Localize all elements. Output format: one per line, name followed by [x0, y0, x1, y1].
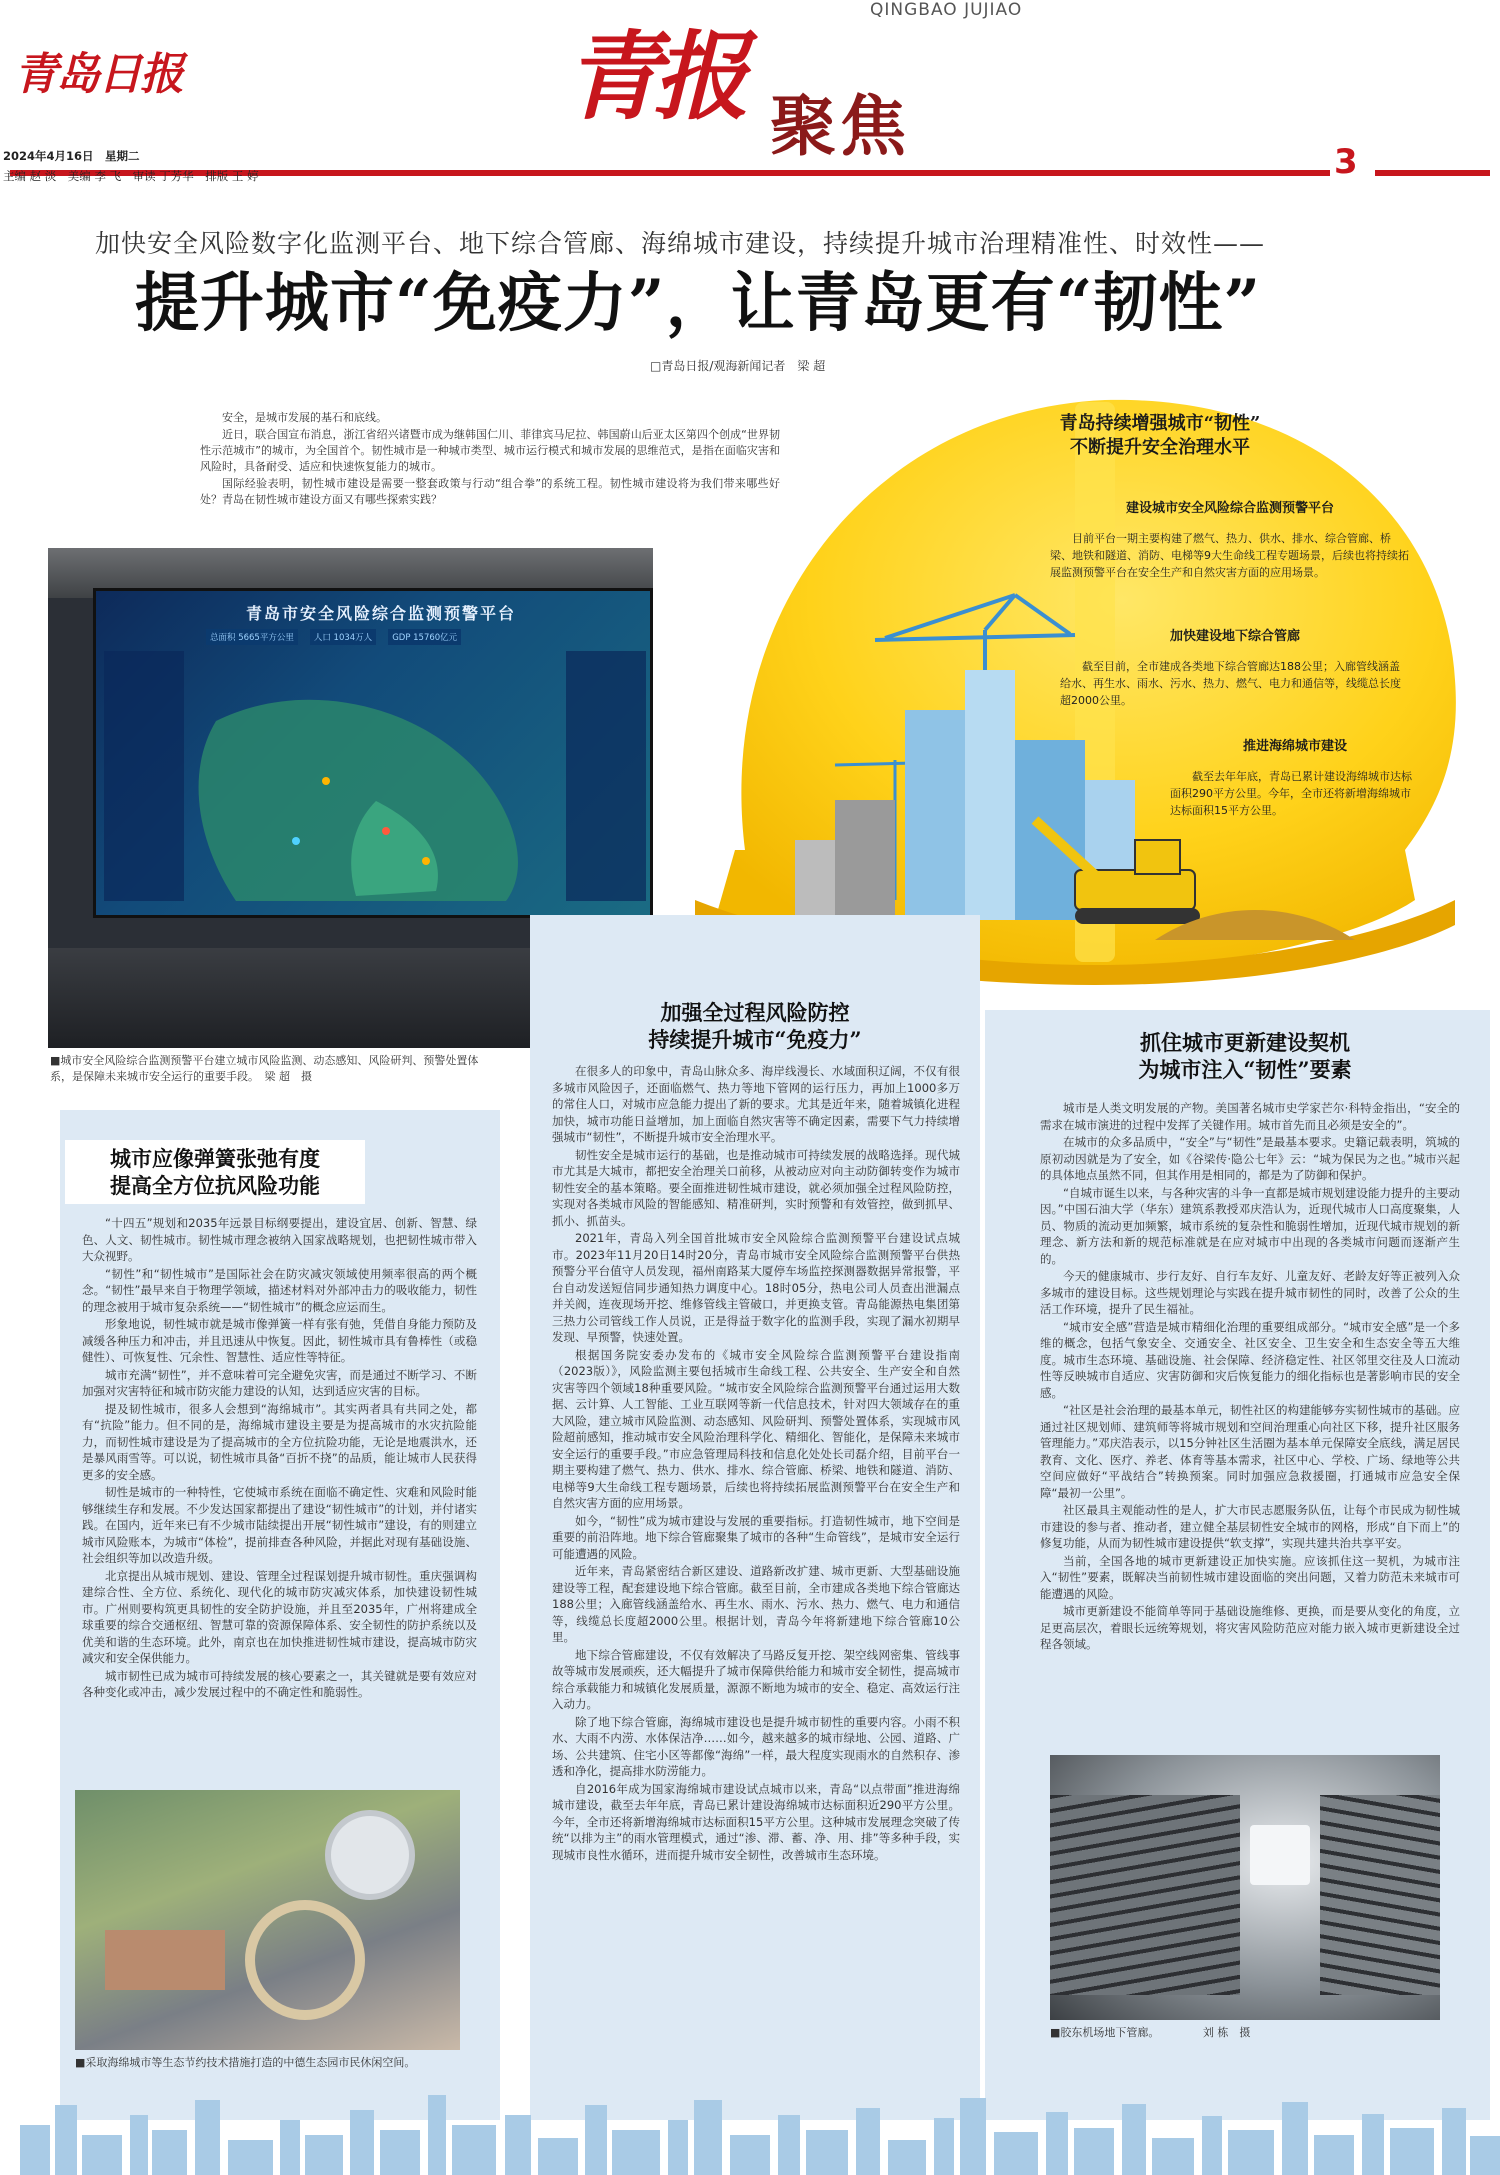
helmet-item-heading: 推进海绵城市建设	[1242, 739, 1347, 754]
helmet-item-text: 截至去年年底，青岛已累计建设海绵城市达标面积290平方公里。今年，全市还将新增海绵城市达标面积15平方公里。	[1170, 770, 1412, 817]
helmet-item-1	[1050, 497, 1410, 581]
col1-heading: 城市应像弹簧张弛有度 提高全方位抗风险功能	[110, 1146, 320, 1198]
col2-para: 除了地下综合管廊，海绵城市建设也是提升城市韧性的重要内容。小雨不积水、大雨不内涝、水体保洁净……如今，越来越多的城市绿地、公园、道路、广场、公共建筑、住宅小区等都像“海绵”一样，最大程度实现雨水的自然积存、渗透和净化，提高排水防涝能力。	[552, 1714, 960, 1778]
col1-para: 城市充满“韧性”，并不意味着可完全避免灾害，而是通过不断学习、不断加强对灾害特征和城市防灾能力建设的认知，达到适应灾害的目标。	[82, 1367, 477, 1398]
lead-para-3: 国际经验表明，韧性城市建设是需要一整套政策与行动“组合拳”的系统工程。韧性城市建设将为我们带来哪些好处？青岛在韧性城市建设方面又有哪些探索实践？	[200, 477, 780, 506]
staff-credits: 主编 赵 淡 美编 李 飞 审读 丁芳华 排版 王 婷	[3, 169, 259, 183]
screen-panel-right	[566, 651, 646, 901]
page-number: 3	[1334, 142, 1358, 182]
col3-body	[1040, 1100, 1460, 1654]
col2-heading-box	[555, 995, 955, 1057]
utility-tunnel-photo	[1050, 1755, 1440, 2020]
screen-stat: GDP 15760亿元	[388, 629, 461, 645]
col1-para: 城市韧性已成为城市可持续发展的核心要素之一，其关键就是要有效应对各种变化或冲击，减少发展过程中的不确定性和脆弱性。	[82, 1668, 477, 1699]
col1-para: 提及韧性城市，很多人会想到“海绵城市”。其实两者具有共同之处，都有“抗险”能力。但不同的是，海绵城市建设主要是为提高城市的水灾抗险能力，而韧性城市建设是为了提高城市的全方位抗险功能，无论是地震洪水，还是暴风雨雪等。可以说，韧性城市具备“百折不挠”的品质，能让城市人民获得更多的安全感。	[82, 1401, 477, 1482]
col3-para: “城市安全感”营造是城市精细化治理的重要组成部分。“城市安全感”是一个多维的概念，包括气象安全、交通安全、社区安全、卫生安全和生态安全等五大维度。城市生态环境、基础设施、社会保障、经济稳定性、社区邻里交往及人口流动性等反映城市自适应、灾害防御和灾后恢复能力的细化指标也是著影响市民的安全感。	[1040, 1319, 1460, 1400]
screen-stat: 总面积 5665平方公里	[206, 629, 298, 645]
col2-para: 2021年，青岛入列全国首批城市安全风险综合监测预警平台建设试点城市。2023年11月20日14时20分，青岛市城市安全风险综合监测预警平台供热预警分平台值守人员发现，福州南路某大厦停车场监控探测器数据异常报警，平台自动发送短信同步通知热力调度中心。18时05分，热电公司人员查出泄漏点并关阀，连夜现场开挖、维修管线主管破口，并更换支管。青岛能源热电集团第三热力公司管线工作人员说，正是得益于数字化的监测手段，实现了漏水初期早发现、早预警，快速处置。	[552, 1231, 960, 1344]
helmet-item-text: 截至目前，全市建成各类地下综合管廊达188公里；入廊管线涵盖给水、再生水、雨水、污水、热力、燃气、电力和通信等，线缆总长度超2000公里。	[1060, 660, 1401, 707]
col1-para: “韧性”和“韧性城市”是国际社会在防灾减灾领域使用频率很高的两个概念。“韧性”最早来自于物理学领域，描述材料对外部冲击力的吸收能力，韧性的理念被用于城市复杂系统——“韧性城市”的概念应运而生。	[82, 1266, 477, 1314]
col3-para: 在城市的众多品质中，“安全”与“韧性”是最基本要求。史籍记载表明，筑城的原初动因就是为了安全，如《谷梁传·隐公七年》云：“城为保民为之也。”城市兴起的具体地点虽然不同，但其作用是相同的，都是为了防御和保护。	[1040, 1135, 1460, 1182]
screen-map	[176, 661, 556, 911]
screen-title: 青岛市安全风险综合监测预警平台	[246, 604, 517, 623]
col3-para: “社区是社会治理的最基本单元，韧性社区的构建能够夯实韧性城市的基础。应通过社区规划师、建筑师等将城市规划和空间治理重心向社区下移，提升社区服务管理能力。”邓庆浩表示，以15分钟社区生活圈为基本单元保障安全底线，满足居民教育、文化、医疗、养老、体育等基本需求，社区中心、学校、广场、绿地等公共空间应做好“平战结合”转换预案。同时加强应急救援圈，打通城市应急安全保障“最初一公里”。	[1040, 1403, 1460, 1500]
col2-para: 自2016年成为国家海绵城市建设试点城市以来，青岛“以点带面”推进海绵城市建设，截至去年年底，青岛已累计建设海绵城市达标面积近290平方公里。今年，全市还将新增海绵城市达标面积15平方公里。这种城市发展理念突破了传统“以排为主”的雨水管理模式，通过“渗、滞、蓄、净、用、排”等多种手段，实现城市良性水循环，进而提升城市安全韧性，改善城市生态环境。	[552, 1781, 960, 1862]
tunnel-vanishing	[1250, 1825, 1310, 1885]
building	[105, 1930, 225, 1990]
building	[325, 1810, 415, 1900]
col2-para: 如今，“韧性”成为城市建设与发展的重要指标。打造韧性城市，地下空间是重要的前沿阵地。地下综合管廊聚集了城市的各种“生命管线”，是城市安全运行可能遭遇的风险。	[552, 1513, 960, 1561]
col3-heading: 抓住城市更新建设契机 为城市注入“韧性”要素	[1138, 1030, 1352, 1082]
screen-stat: 人口 1034万人	[310, 629, 376, 645]
helmet-title: 青岛持续增强城市“韧性” 不断提升安全治理水平	[1059, 413, 1261, 458]
edition-label: QINGBAO JUJIAO	[870, 0, 1023, 20]
col1-para: 形象地说，韧性城市就是城市像弹簧一样有张有弛，凭借自身能力预防及减缓各种压力和冲击，并且迅速从中恢复。因此，韧性城市具有鲁棒性（或稳健性）、可恢复性、冗余性、智慧性、适应性等特征。	[82, 1317, 477, 1364]
col3-para: 城市更新建设不能简单等同于基础设施维修、更换，而是要从变化的角度，立足更高层次，着眼长远统筹规划，将灾害风险防范应对能力嵌入城市更新建设全过程各领域。	[1040, 1604, 1460, 1651]
col3-para: “自城市诞生以来，与各种灾害的斗争一直都是城市规划建设能力提升的主要动因。”中国石油大学（华东）建筑系教授邓庆浩认为，近现代城市人口高度聚集，人员、物质的流动更加频繁，城市系统的复杂性和脆弱性增加，近现代城市规划的新理念、新方法和新的规范标准就是在应对城市中出现的各类城市问题而逐渐产生的。	[1040, 1185, 1460, 1266]
video-wall	[93, 588, 653, 918]
helmet-item-text: 目前平台一期主要构建了燃气、热力、供水、排水、综合管廊、桥梁、地铁和隧道、消防、电梯等9大生命线工程专题场景，后续也将持续拓展监测预警平台在安全生产和自然灾害方面的应用场景。	[1050, 532, 1409, 579]
section-logo: 青报	[565, 20, 741, 133]
helmet-text	[1010, 412, 1310, 460]
paper-logo: 青岛日报	[14, 49, 182, 100]
photo2-caption: ■采取海绵城市等生态节约技术措施打造的中德生态园市民休闲空间。	[75, 2056, 416, 2069]
photo3-caption-text: ■胶东机场地下管廊。	[1050, 2026, 1160, 2039]
col3-para: 城市是人类文明发展的产物。美国著名城市史学家芒尔·科特金指出，“安全的需求在城市演进的过程中发挥了关键作用。城市首先而且必须是安全的”。	[1040, 1101, 1460, 1132]
cable-rack-left	[1050, 1795, 1240, 1995]
col1-body	[82, 1215, 477, 1702]
col1-para: “十四五”规划和2035年远景目标纲要提出，建设宜居、创新、智慧、绿色、人文、韧性城市。韧性城市理念被纳入国家战略规划，也把韧性城市带入大众视野。	[82, 1216, 477, 1263]
col1-heading-box	[65, 1140, 365, 1204]
helmet-item-heading: 建设城市安全风险综合监测预警平台	[1125, 501, 1334, 516]
col3-para: 今天的健康城市、步行友好、自行车友好、儿童友好、老龄友好等正被列入众多城市的建设目标。这些规划理论与实践在提升城市韧性的同时，改善了公众的生活工作环境，提升了民生福祉。	[1040, 1269, 1460, 1316]
col3-para: 当前，全国各地的城市更新建设正加快实施。应该抓住这一契机，为城市注入“韧性”要素，既解决当前韧性城市建设面临的突出问题，又着力防范未来城市可能遭遇的风险。	[1040, 1553, 1460, 1601]
col3-para: 社区最具主观能动性的是人，扩大市民志愿服务队伍，让每个市民成为韧性城市建设的参与者、推动者，建立健全基层韧性安全城市的网格，形成“自下而上”的修复功能，从而为韧性城市建设提供“软支撑”，实现共建共治共享平安。	[1040, 1503, 1460, 1550]
cable-rack-right	[1320, 1795, 1440, 1995]
eco-park-photo	[75, 1790, 460, 2050]
col2-para: 近年来，青岛紧密结合新区建设、道路新改扩建、城市更新、大型基础设施建设等工程，配套建设地下综合管廊。截至目前，全市建成各类地下综合管廊达188公里；入廊管线涵盖给水、再生水、雨水、污水、热力、燃气、电力和通信等，线缆总长度超2000公里。根据计划，青岛今年将新建地下综合管廊10公里。	[552, 1564, 960, 1644]
photo3-caption	[1050, 2025, 1440, 2041]
col2-body	[552, 1063, 960, 1864]
helmet-item-2	[1060, 625, 1410, 709]
headline-kicker: 加快安全风险数字化监测平台、地下综合管廊、海绵城市建设，持续提升城市治理精准性、时效性——	[95, 229, 1266, 258]
section-title: 聚焦	[770, 87, 910, 165]
helmet-item-3	[1170, 735, 1420, 819]
screen-panel-left	[104, 651, 184, 901]
helmet-item-heading: 加快建设地下综合管廊	[1169, 629, 1300, 644]
skyline-footer	[0, 2080, 1500, 2175]
col3-heading-box	[1045, 1025, 1445, 1087]
col1-para: 韧性是城市的一种特性，它使城市系统在面临不确定性、灾难和风险时能够继续生存和发展。不少发达国家都提出了建设“韧性城市”的计划，并付诸实践。在国内，近年来已有不少城市陆续提出开展“韧性城市”建设，有的则建立城市风险账本，为城市“体检”，提前排查各种风险，并据此对现有基础设施、社会组织等加以改造升级。	[82, 1485, 477, 1565]
path	[245, 1900, 365, 2020]
photo1-caption: ■城市安全风险综合监测预警平台建立城市风险监测、动态感知、风险研判、预警处置体系，是保障未来城市安全运行的重要手段。 梁 超 摄	[50, 1054, 479, 1083]
byline: □青岛日报/观海新闻记者 梁 超	[650, 359, 826, 373]
issue-date: 2024年4月16日 星期二	[3, 149, 140, 163]
lead-para-1: 安全，是城市发展的基石和底线。	[222, 411, 387, 424]
masthead-rule-right	[1375, 170, 1490, 176]
col2-para: 在很多人的印象中，青岛山脉众多、海岸线漫长、水域面积辽阔，不仅有很多城市风险因子，还面临燃气、热力等地下管网的运行压力，再加上1000多万的常住人口，对城市应急能力提出了新的要求。尤其是近年来，随着城镇化进程加快，城市功能日益增加，加上面临自然灾害等不确定因素，需要下气力持续增强城市“韧性”，不断提升城市安全治理水平。	[552, 1064, 960, 1144]
col2-para: 韧性安全是城市运行的基础，也是推动城市可持续发展的战略选择。现代城市尤其是大城市，都把安全治理关口前移，从被动应对向主动防御转变作为城市韧性安全的基本策略。要全面推进韧性城市建设，就必须加强全过程风险防控，实现对各类城市风险的智能感知、精准研判，实时预警和有效管控，做到抓早、抓小、抓苗头。	[552, 1147, 960, 1228]
photo3-credit: 刘 栋 摄	[1202, 2026, 1251, 2039]
col2-para: 地下综合管廊建设，不仅有效解决了马路反复开挖、架空线网密集、管线事故等城市发展顽疾，还大幅提升了城市保障供给能力和城市安全韧性，提高城市综合承载能力和城镇化发展质量，源源不断地为城市的安全、稳定、高效运行注入动力。	[552, 1647, 960, 1711]
lead-para-2: 近日，联合国宣布消息，浙江省绍兴诸暨市成为继韩国仁川、菲律宾马尼拉、韩国蔚山后亚太区第四个创成“世界韧性示范城市”的城市，为全国首个。韧性城市是一种城市类型、城市运行模式和城市发展的思维范式，是指在面临灾害和风险时，具备耐受、适应和快速恢复能力的城市。	[200, 428, 780, 473]
col2-heading: 加强全过程风险防控 持续提升城市“免疫力”	[648, 1000, 862, 1052]
col2-para: 根据国务院安委办发布的《城市安全风险综合监测预警平台建设指南（2023版）》，风险监测主要包括城市生命线工程、公共安全、生产安全和自然灾害等四个领域18种重要风险。“城市安全风险综合监测预警平台通过运用大数据、云计算、人工智能、工业互联网等新一代信息技术，针对四大领域存在的重大风险，建立城市风险监测、动态感知、风险研判、预警处置体系，实现城市风险超前感知，推动城市安全风险治理科学化、精细化、智能化，是保障未来城市安全运行的重要手段。”市应急管理局科技和信息化处处长司磊介绍，目前平台一期主要构建了燃气、热力、供水、排水、综合管廊、桥梁、地铁和隧道、消防、电梯等9大生命线工程专题场景，后续也将持续拓展监测预警平台在安全生产和自然灾害方面的应用场景。	[552, 1347, 960, 1510]
col1-para: 北京提出从城市规划、建设、管理全过程谋划提升城市韧性。重庆强调构建综合性、全方位、系统化、现代化的城市防灾减灾体系，加快建设韧性城市。广州则要构筑更具韧性的安全防护设施，并且至2035年，广州将建成全球重要的综合交通枢纽、智慧可靠的资源保障体系、安全韧性的防护系统以及优美和谐的生态环境。此外，南京也在加快推进韧性城市建设，提高城市防灾减灾和安全保供能力。	[82, 1568, 477, 1665]
screen-stats	[206, 629, 461, 645]
headline-title: 提升城市“免疫力”，让青岛更有“韧性”	[135, 266, 1262, 341]
